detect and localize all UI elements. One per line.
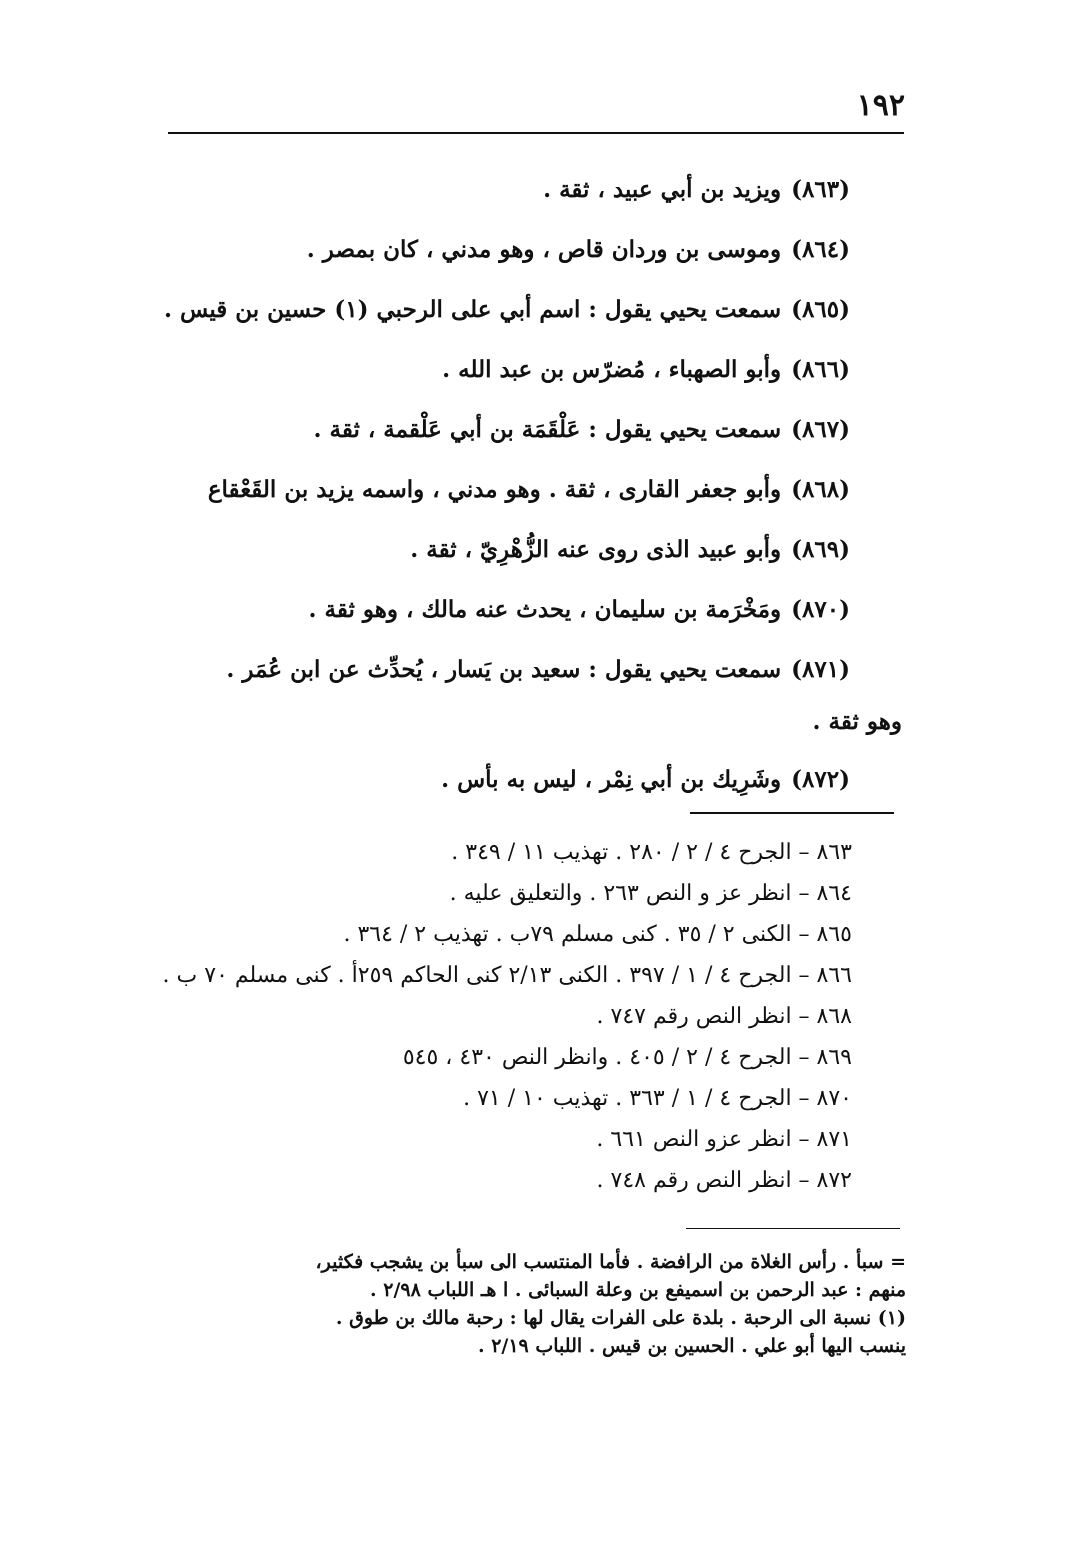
- note-863: ٨٦٣ – الجرح ٤ / ٢ / ٢٨٠ . تهذيب ١١ / ٣٤٩ .: [451, 840, 852, 865]
- entry-number: (٨٦٣): [791, 176, 850, 203]
- note-868: ٨٦٨ – انظر النص رقم ٧٤٧ .: [596, 1004, 852, 1029]
- entry-864: [160, 220, 850, 280]
- note-871: ٨٧١ – انظر عزو النص ٦٦١ .: [596, 1127, 852, 1152]
- entry-text: وشَرِيك بن أبي نِمْر ، ليس به بأس .: [441, 766, 782, 793]
- entry-text: سمعت يحيي يقول : عَلْقَمَة بن أبي عَلْقمة ، ثقة .: [313, 416, 782, 443]
- page-number: ١٩٢: [856, 88, 905, 123]
- entry-number: (٨٦٨): [791, 476, 850, 503]
- entry-869: [160, 520, 850, 580]
- entry-number: (٨٦٦): [791, 356, 850, 383]
- entry-871: [160, 640, 850, 700]
- entry-866: [160, 340, 850, 400]
- entry-870: [160, 580, 850, 640]
- footnote-line: ينسب اليها أبو علي . الحسين بن قيس . اللباب ٢/١٩ .: [477, 1335, 906, 1357]
- entry-number: (٨٦٥): [791, 296, 850, 323]
- note-865: ٨٦٥ – الكنى ٢ / ٣٥ . كنى مسلم ٧٩ب . تهذيب ٢ / ٣٦٤ .: [343, 922, 852, 947]
- reference-notes: [160, 832, 852, 1201]
- note-869: ٨٦٩ – الجرح ٤ / ٢ / ٤٠٥ . وانظر النص ٤٣٠ ، ٥٤٥: [402, 1045, 852, 1070]
- note-870: ٨٧٠ – الجرح ٤ / ١ / ٣٦٣ . تهذيب ١٠ / ٧١ .: [463, 1086, 852, 1111]
- entry-872: [160, 750, 850, 810]
- entry-text: وموسى بن وردان قاص ، وهو مدني ، كان بمصر .: [306, 236, 782, 263]
- footnote-separator: [686, 1228, 900, 1229]
- entry-number: (٨٦٤): [791, 236, 850, 263]
- entry-865: [160, 280, 850, 340]
- entry-867: [160, 400, 850, 460]
- footnote-line: = سبأ . رأس الغلاة من الرافضة . فأما المنتسب الى سبأ بن يشجب فكثير،: [315, 1251, 906, 1273]
- note-864: ٨٦٤ – انظر عز و النص ٢٦٣ . والتعليق عليه .: [449, 881, 852, 906]
- entry-number: (٨٦٧): [791, 416, 850, 443]
- footnote-line: (١) نسبة الى الرحبة . بلدة على الفرات يقال لها : رحبة مالك بن طوق .: [335, 1307, 906, 1329]
- entry-text: سمعت يحيي يقول : اسم أبي على الرحبي (١) حسين بن قيس .: [163, 296, 782, 323]
- entry-number: (٨٦٩): [791, 536, 850, 563]
- entry-871-continuation: [160, 700, 902, 744]
- entry-863: [160, 160, 850, 220]
- entry-text: سمعت يحيي يقول : سعيد بن يَسار ، يُحدِّث عن ابن عُمَر .: [226, 656, 782, 683]
- note-866: ٨٦٦ – الجرح ٤ / ١ / ٣٩٧ . الكنى ٢/١٣ كنى الحاكم ٢٥٩أ . كنى مسلم ٧٠ ب .: [162, 963, 852, 988]
- entry-text: ويزيد بن أبي عبيد ، ثقة .: [543, 176, 782, 203]
- entry-text: ومَخْرَمة بن سليمان ، يحدث عنه مالك ، وهو ثقة .: [308, 596, 782, 623]
- entry-number: (٨٧١): [791, 656, 850, 683]
- entry-text: وأبو عبيد الذى روى عنه الزُّهْرِيّ ، ثقة .: [410, 536, 782, 563]
- entry-number: (٨٧٠): [791, 596, 850, 623]
- header-rule: [168, 132, 904, 134]
- footnotes: [160, 1248, 906, 1360]
- entry-text: وأبو جعفر القارى ، ثقة . وهو مدني ، واسمه يزيد بن القَعْقاع: [207, 476, 782, 503]
- footnote-line: منهم : عبد الرحمن بن اسميفع بن وعلة السبائى . ا هـ اللباب ٢/٩٨ .: [370, 1279, 906, 1301]
- entry-number: (٨٧٢): [791, 766, 850, 793]
- entry-text: وأبو الصهباء ، مُضرّس بن عبد الله .: [442, 356, 782, 383]
- entries-list: [160, 160, 902, 810]
- entry-text: وهو ثقة .: [812, 708, 902, 735]
- notes-separator: [690, 812, 894, 814]
- note-872: ٨٧٢ – انظر النص رقم ٧٤٨ .: [596, 1168, 852, 1193]
- entry-868: [160, 460, 850, 520]
